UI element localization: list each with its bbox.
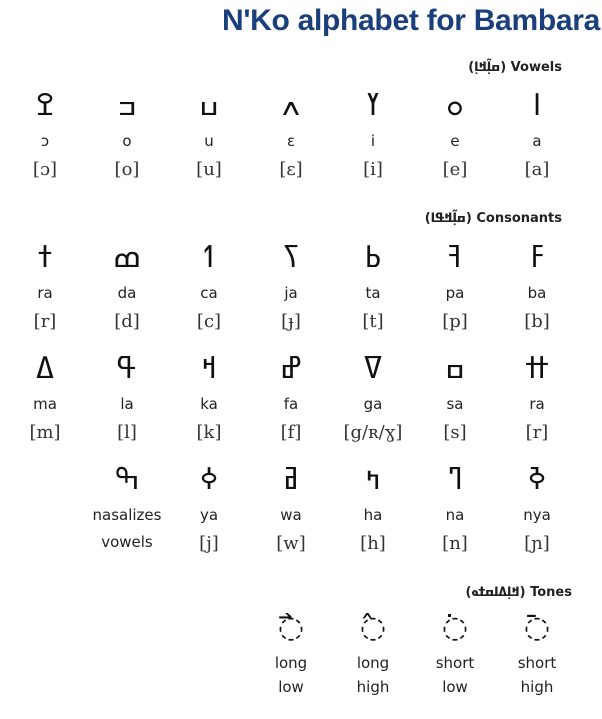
consonant-cell <box>496 242 578 333</box>
consonant-cell <box>332 464 414 555</box>
consonants-grid-row-3 <box>0 464 602 555</box>
vowels-heading: (ߛߊ߲߬ߞߊ߲) Vowels <box>468 60 562 75</box>
nko-letter: ߟ <box>116 351 138 386</box>
ipa-transcription: [r] <box>33 311 57 332</box>
latin-transcription: u <box>204 132 214 150</box>
ipa-transcription: [b] <box>524 311 550 332</box>
latin-transcription: ɔ <box>40 132 50 150</box>
consonant-cell <box>4 353 86 444</box>
latin-transcription: ga <box>363 395 383 413</box>
consonants-heading: (ߛߊ߲߬ߞߟߊ) Consonants <box>424 211 562 226</box>
latin-transcription: ca <box>200 284 218 302</box>
latin-transcription: ka <box>200 395 218 413</box>
latin-transcription: ra <box>529 395 545 413</box>
nko-letter: ߐ <box>36 88 54 123</box>
tones-grid <box>0 612 602 696</box>
latin-transcription: wa <box>280 506 302 524</box>
consonant-cell <box>332 242 414 333</box>
consonant-cell <box>250 242 332 333</box>
latin-transcription: e <box>450 132 460 150</box>
vowel-cell <box>496 90 578 181</box>
nko-letter: ߎ <box>199 88 219 123</box>
consonant-cell <box>168 353 250 444</box>
consonant-cell <box>168 464 250 555</box>
ipa-transcription: [k] <box>196 422 222 443</box>
tone-cell <box>414 612 496 696</box>
ipa-transcription: [l] <box>117 422 137 443</box>
nko-letter: ߛ <box>445 351 465 386</box>
latin-transcription: sa <box>446 395 464 413</box>
nko-letter: ߣ <box>447 462 463 497</box>
tone-mark: ◌߫ <box>523 610 551 645</box>
vowels-grid <box>0 90 602 181</box>
ipa-transcription: [e] <box>442 159 468 180</box>
ipa-transcription: [r] <box>525 422 549 443</box>
nasalization-cell <box>86 464 168 555</box>
nko-letter: ߘ <box>112 240 142 275</box>
latin-transcription: ra <box>37 284 53 302</box>
consonant-cell <box>86 353 168 444</box>
tone-cell <box>332 612 414 696</box>
ipa-transcription: [a] <box>524 159 550 180</box>
nko-letter: ߍ <box>282 88 300 123</box>
nasalization-note-2: vowels <box>101 533 153 551</box>
ipa-transcription: [f] <box>280 422 302 443</box>
latin-transcription: a <box>532 132 542 150</box>
page-title: N'Ko alphabet for Bambara <box>221 4 600 37</box>
tone-length: short <box>517 654 557 672</box>
nasalization-note: nasalizes <box>92 506 162 524</box>
nko-letter: ߢ <box>528 462 546 497</box>
tone-pitch: high <box>356 678 390 696</box>
tone-pitch: low <box>278 678 304 696</box>
nko-letter: ߒ <box>114 462 140 497</box>
tone-mark: ◌߮ <box>359 610 387 645</box>
nko-letter: ߚ <box>525 351 549 386</box>
tone-length: long <box>356 654 390 672</box>
nko-letter: ߕ <box>364 240 382 275</box>
latin-transcription: fa <box>283 395 299 413</box>
latin-transcription: o <box>122 132 132 150</box>
nko-letter: ߔ <box>448 240 462 275</box>
latin-transcription: ya <box>199 506 219 524</box>
nko-letter: ߤ <box>365 462 381 497</box>
latin-transcription: ja <box>284 284 298 302</box>
latin-transcription: ha <box>363 506 383 524</box>
ipa-transcription: [c] <box>196 311 222 332</box>
latin-transcription: da <box>117 284 137 302</box>
nko-letter: ߜ <box>363 351 383 386</box>
latin-transcription: i <box>370 132 376 150</box>
ipa-transcription: [s] <box>443 422 467 443</box>
tone-mark: ◌߯ <box>277 610 305 645</box>
tone-length: short <box>435 654 475 672</box>
vowel-cell <box>168 90 250 181</box>
tone-pitch: high <box>520 678 554 696</box>
consonant-cell <box>86 242 168 333</box>
ipa-transcription: [w] <box>276 533 306 554</box>
consonant-cell <box>496 464 578 555</box>
consonant-cell <box>414 464 496 555</box>
ipa-transcription: [i] <box>363 159 383 180</box>
latin-transcription: ma <box>33 395 57 413</box>
consonant-cell <box>414 242 496 333</box>
empty-cell <box>4 612 86 696</box>
consonants-grid-row-2 <box>0 353 602 444</box>
consonant-cell <box>332 353 414 444</box>
nko-letter: ߖ <box>281 240 301 275</box>
nko-letter: ߥ <box>283 462 299 497</box>
vowel-cell <box>250 90 332 181</box>
latin-transcription: na <box>445 506 465 524</box>
ipa-transcription: [p] <box>442 311 468 332</box>
latin-transcription: pa <box>445 284 465 302</box>
nko-letter: ߞ <box>201 351 217 386</box>
latin-transcription: ba <box>527 284 547 302</box>
nko-letter: ߌ <box>366 88 380 123</box>
empty-cell <box>168 612 250 696</box>
ipa-transcription: [ɲ] <box>524 533 550 554</box>
tones-heading: (ߞߊ߲ߡߊߛߙߋ) Tones <box>465 585 572 600</box>
ipa-transcription: [n] <box>442 533 468 554</box>
ipa-transcription: [d] <box>114 311 140 332</box>
tone-pitch: low <box>442 678 468 696</box>
latin-transcription: la <box>120 395 134 413</box>
nko-letter: ߋ <box>446 88 464 123</box>
ipa-transcription: [g/ʀ/ɣ] <box>343 422 403 443</box>
consonants-grid-row-1 <box>0 242 602 333</box>
vowel-cell <box>86 90 168 181</box>
consonant-cell <box>414 353 496 444</box>
consonant-cell <box>250 464 332 555</box>
latin-transcription: nya <box>523 506 551 524</box>
nko-letter: ߡ <box>35 351 55 386</box>
latin-transcription: ɛ <box>286 132 296 150</box>
nko-letter: ߗ <box>203 240 215 275</box>
ipa-transcription: [ɛ] <box>279 159 303 180</box>
ipa-transcription: [o] <box>114 159 140 180</box>
ipa-transcription: [j] <box>199 533 219 554</box>
tone-length: long <box>274 654 308 672</box>
ipa-transcription: [m] <box>29 422 61 443</box>
nko-letter: ߊ <box>532 88 542 123</box>
consonant-cell <box>4 242 86 333</box>
vowel-cell <box>414 90 496 181</box>
empty-cell <box>86 612 168 696</box>
ipa-transcription: [h] <box>360 533 386 554</box>
nko-letter: ߓ <box>530 240 544 275</box>
vowel-cell <box>4 90 86 181</box>
consonant-cell <box>250 353 332 444</box>
consonant-cell <box>168 242 250 333</box>
tone-cell <box>496 612 578 696</box>
empty-cell <box>4 464 86 555</box>
ipa-transcription: [ɔ] <box>32 159 58 180</box>
tone-mark: ◌߭ <box>441 610 469 645</box>
nko-letter: ߏ <box>117 88 137 123</box>
nko-letter: ߙ <box>37 240 53 275</box>
ipa-transcription: [ɟ] <box>281 311 301 332</box>
vowel-cell <box>332 90 414 181</box>
ipa-transcription: [t] <box>362 311 384 332</box>
tone-cell <box>250 612 332 696</box>
nko-letter: ߦ <box>200 462 218 497</box>
latin-transcription: ta <box>365 284 381 302</box>
ipa-transcription: [u] <box>196 159 222 180</box>
consonant-cell <box>496 353 578 444</box>
nko-letter: ߝ <box>279 351 303 386</box>
